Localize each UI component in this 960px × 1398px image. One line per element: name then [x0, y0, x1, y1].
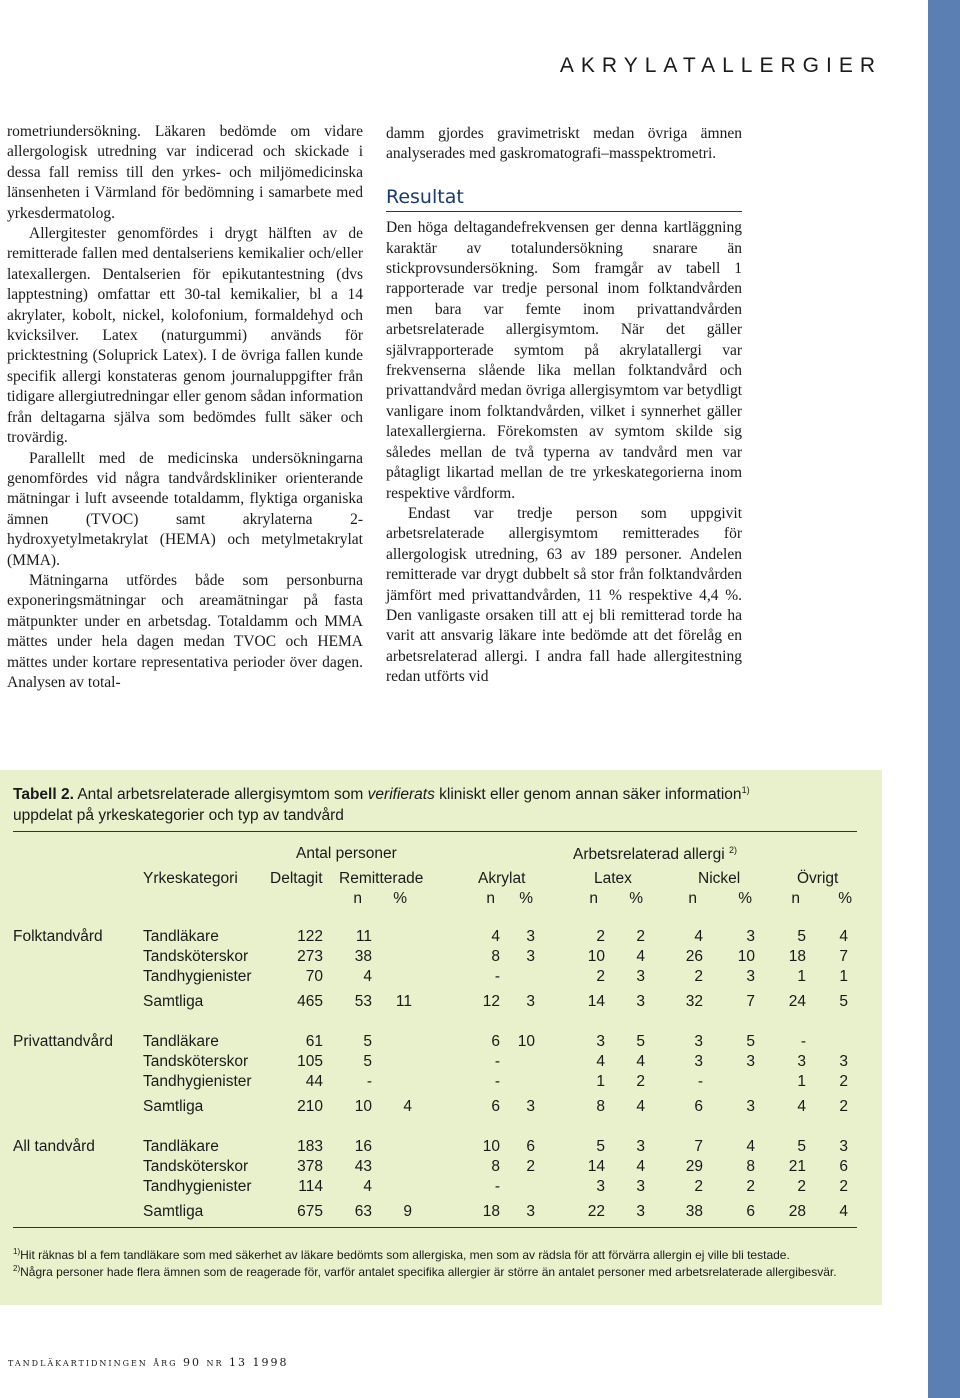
row-category: Tandsköterskor — [143, 1053, 249, 1070]
table-cell: 43 — [354, 1158, 372, 1175]
table-bottom-rule — [13, 1227, 857, 1228]
right-column — [386, 124, 742, 688]
table-cell: 44 — [305, 1073, 323, 1090]
caption-footnote-mark: 1) — [741, 785, 750, 795]
table-cell: 32 — [685, 993, 703, 1010]
table-cell: 61 — [305, 1033, 323, 1050]
footnote-text: Några personer hade flera ämnen som de reagerade för, varför antalet specifika allergier är större än antalet personer med arbetsrelaterade allergibesvär. — [20, 1265, 837, 1279]
subheader-cell: n — [791, 890, 800, 907]
table-cell: 2 — [694, 1178, 703, 1195]
table-cell: 4 — [746, 1138, 755, 1155]
table-cell: 2 — [596, 928, 605, 945]
table-cell: 5 — [797, 1138, 806, 1155]
table-cell: 3 — [526, 948, 535, 965]
table-cell: 2 — [839, 1073, 848, 1090]
row-category: Samtliga — [143, 1203, 204, 1220]
table-cell: 3 — [526, 1098, 535, 1115]
table-cell: 3 — [526, 1203, 535, 1220]
table-cell: 6 — [839, 1158, 848, 1175]
header-remitterade: Remitterade — [339, 870, 424, 887]
table-cell: 53 — [354, 993, 372, 1010]
running-header: AKRYLATALLERGIER — [559, 54, 882, 77]
header-yrkeskategori: Yrkeskategori — [143, 870, 238, 887]
caption-text: kliniskt eller genom annan säker information — [434, 786, 742, 804]
subheader-cell: % — [519, 890, 533, 907]
table-cell: 8 — [491, 948, 500, 965]
table-cell: 2 — [797, 1178, 806, 1195]
table-cell: 4 — [363, 968, 372, 985]
table-cell: 26 — [685, 948, 703, 965]
table-cell: 4 — [596, 1053, 605, 1070]
table-cell: 10 — [354, 1098, 372, 1115]
table-cell: - — [697, 1073, 703, 1090]
section-label: All tandvård — [13, 1138, 95, 1155]
table-cell: 10 — [587, 948, 605, 965]
subheader-cell: % — [393, 890, 407, 907]
section-heading: Resultat — [386, 187, 742, 212]
header-text: Arbetsrelaterad allergi — [573, 846, 725, 864]
row-category: Tandläkare — [143, 928, 219, 945]
table-cell: 4 — [491, 928, 500, 945]
table-cell: 38 — [354, 948, 372, 965]
header-akrylat: Akrylat — [478, 870, 526, 887]
table-cell: 2 — [596, 968, 605, 985]
paragraph: Allergitester genomfördes i drygt hälften av de remitterade fallen med dentalseriens kemikalier och/eller latexallergen. Dentalserien för epikutantestning (dvs lapptestning) omfattar ett 30-tal kemikalier, bl a 14 akrylater, kobolt, nickel, kolofonium, formaldehyd och kvicksilver. Latex (naturgummi) används för pricktestning (Soluprick Latex). I de övriga fallen kunde specifik allergi konstateras genom journaluppgifter från tidigare allergiutredningar eller genom sådan information från deltagarna själva som bedömdes fullt säker och trovärdig. — [7, 225, 363, 447]
paragraph: Den höga deltagandefrekvensen ger denna kartläggning karaktär av totalundersökning snarare än stickprovsundersökning. Som framgår av tabell 1 rapporterade var tredje personal inom folktandvården men bara var femte inom privattandvården arbetsrelaterade allergisymtom. När det gäller självrapporterade symtom på akrylatallergi var frekvenserna slående lika mellan folktandvård och privattandvård medan övriga allergisymtom var betydligt vanligare inom folktandvården, vilket i synnerhet gäller latexallergierna. Förekomsten av symtom skilde sig således mellan de två typerna av tandvård men var påtagligt likartad mellan de tre yrkeskategorierna inom respektive vårdform. — [386, 219, 742, 502]
section-label: Folktandvård — [13, 928, 103, 945]
row-category: Samtliga — [143, 993, 204, 1010]
table-cell: - — [366, 1073, 372, 1090]
table-cell: 24 — [788, 993, 806, 1010]
table-cell: 6 — [491, 1098, 500, 1115]
table-cell: 3 — [746, 1098, 755, 1115]
table-cell: 7 — [839, 948, 848, 965]
table-cell: 5 — [596, 1138, 605, 1155]
row-category: Tandläkare — [143, 1033, 219, 1050]
table-cell: 3 — [636, 1178, 645, 1195]
table-cell: 4 — [403, 1098, 412, 1115]
table-cell: 10 — [482, 1138, 500, 1155]
table-cell: 4 — [694, 928, 703, 945]
row-category: Tandhygienister — [143, 1073, 252, 1090]
table-cell: 4 — [797, 1098, 806, 1115]
table-cell: 3 — [694, 1033, 703, 1050]
subheader-cell: n — [688, 890, 697, 907]
subheader-cell: % — [629, 890, 643, 907]
table-cell: 2 — [839, 1098, 848, 1115]
footnote-text: Hit räknas bl a fem tandläkare som med säkerhet av läkare bedömts som allergiska, men som av rädsla för att förvärra allergin ej ville bli testade. — [20, 1248, 790, 1262]
table-cell: 3 — [636, 993, 645, 1010]
table-cell: 122 — [297, 928, 323, 945]
header-footnote-mark: 2) — [728, 845, 737, 855]
table-cell: 273 — [297, 948, 323, 965]
table-cell: 14 — [587, 993, 605, 1010]
table-cell: 114 — [298, 1178, 323, 1195]
header-latex: Latex — [594, 870, 632, 887]
caption-text: uppdelat på yrkeskategorier och typ av tandvård — [13, 807, 344, 825]
table-cell: 4 — [636, 1158, 645, 1175]
table-cell: 5 — [797, 928, 806, 945]
table-cell: 29 — [685, 1158, 703, 1175]
table-cell: 7 — [694, 1138, 703, 1155]
table-cell: 3 — [797, 1053, 806, 1070]
paragraph: damm gjordes gravimetriskt medan övriga ämnen analyserades med gaskromatografi–masspektrometri. — [386, 125, 742, 163]
table-cell: 16 — [354, 1138, 372, 1155]
table-cell: - — [494, 1178, 500, 1195]
table-cell: 3 — [526, 993, 535, 1010]
table-cell: 1 — [839, 968, 848, 985]
page-footer: tandläkartidningen årg 90 nr 13 1998 — [8, 1356, 289, 1369]
table-cell: 4 — [636, 1098, 645, 1115]
subheader-cell: n — [589, 890, 598, 907]
table-cell: 9 — [403, 1203, 412, 1220]
caption-emphasis: verifierats — [367, 786, 435, 804]
row-category: Samtliga — [143, 1098, 204, 1115]
table-cell: 5 — [363, 1033, 372, 1050]
table-cell: 6 — [526, 1138, 535, 1155]
row-category: Tandhygienister — [143, 1178, 252, 1195]
table-cell: 6 — [746, 1203, 755, 1220]
paragraph: rometriundersökning. Läkaren bedömde om vidare allergologisk utredning var indicerad och skickade i dessa fall remiss till den yrkes- och miljömedicinska länsenheten i Värmland för bedömning i samarbete med yrkesdermatolog. — [7, 123, 363, 222]
table-cell: 210 — [297, 1098, 323, 1115]
table-cell: 5 — [746, 1033, 755, 1050]
footnote-mark: 1) — [13, 1247, 21, 1256]
table-cell: 7 — [746, 993, 755, 1010]
table-cell: 3 — [694, 1053, 703, 1070]
table-cell: 3 — [839, 1053, 848, 1070]
table-cell: 5 — [363, 1053, 372, 1070]
table-cell: 63 — [354, 1203, 372, 1220]
header-arbetsrelaterad-allergi — [573, 845, 737, 864]
table-cell: - — [494, 968, 500, 985]
table-caption — [13, 780, 843, 826]
row-category: Tandläkare — [143, 1138, 219, 1155]
side-color-bar — [928, 0, 960, 1398]
table-cell: - — [494, 1053, 500, 1070]
table-cell: 2 — [694, 968, 703, 985]
table-box — [0, 770, 882, 1305]
table-cell: 2 — [526, 1158, 535, 1175]
table-cell: 8 — [491, 1158, 500, 1175]
table-cell: 3 — [839, 1138, 848, 1155]
subheader-cell: n — [486, 890, 495, 907]
table-cell: 10 — [737, 948, 755, 965]
subheader-cell: n — [353, 890, 362, 907]
table-cell: 4 — [636, 948, 645, 965]
table-cell: 3 — [746, 928, 755, 945]
header-nickel: Nickel — [698, 870, 741, 887]
header-deltagit: Deltagit — [270, 870, 323, 887]
row-category: Tandhygienister — [143, 968, 252, 985]
table-cell: 10 — [517, 1033, 535, 1050]
table-cell: 8 — [596, 1098, 605, 1115]
table-cell: 12 — [482, 993, 500, 1010]
table-cell: 1 — [596, 1073, 605, 1090]
table-cell: 105 — [297, 1053, 323, 1070]
table-cell: 11 — [355, 928, 372, 945]
caption-text: Antal arbetsrelaterade allergisymtom som — [73, 786, 368, 804]
table-cell: 4 — [363, 1178, 372, 1195]
table-cell: 465 — [297, 993, 323, 1010]
paragraph: Parallellt med de medicinska undersökningarna genomfördes vid några tandvårdskliniker orienterande mätningar i luft avseende totaldamm, flyktiga organiska ämnen (TVOC) samt akrylaterna 2-hydroxyetylmetakrylat (HEMA) och metylmetakrylat (MMA). — [7, 449, 363, 569]
row-category: Tandsköterskor — [143, 948, 249, 965]
table-cell: 4 — [839, 928, 848, 945]
footnote-2 — [13, 1260, 868, 1281]
table-cell: 378 — [297, 1158, 323, 1175]
table-cell: 2 — [746, 1178, 755, 1195]
section-label: Privattandvård — [13, 1033, 113, 1050]
table-cell: 21 — [788, 1158, 806, 1175]
table-cell: 6 — [491, 1033, 500, 1050]
table-cell: 18 — [788, 948, 806, 965]
table-cell: 4 — [636, 1053, 645, 1070]
table-cell: 4 — [839, 1203, 848, 1220]
table-cell: 3 — [746, 968, 755, 985]
table-cell: 1 — [797, 968, 806, 985]
left-column — [7, 122, 363, 693]
footnote-mark: 2) — [13, 1264, 21, 1273]
table-cell: 5 — [839, 993, 848, 1010]
table-cell: 1 — [797, 1073, 806, 1090]
paragraph: Endast var tredje person som uppgivit arbetsrelaterade allergisymtom remitterades för allergologisk utredning, 63 av 189 personer. Andelen remitterade var drygt dubbelt så stor från folktandvården jämfört med privattandvården, 11 % respektive 4,4 %. Den vanligaste orsaken till att ej bli remitterad torde ha varit att ansvarig läkare inte bedömde att det förelåg en arbetsrelaterad allergi. I andra fall hade allergitestning redan utförts vid — [386, 504, 742, 686]
header-antal-personer: Antal personer — [296, 845, 397, 862]
table-cell: 14 — [587, 1158, 605, 1175]
table-top-rule — [13, 831, 857, 832]
table-cell: 8 — [746, 1158, 755, 1175]
row-category: Tandsköterskor — [143, 1158, 249, 1175]
table-cell: 2 — [636, 1073, 645, 1090]
table-cell: 675 — [297, 1203, 323, 1220]
table-cell: 6 — [694, 1098, 703, 1115]
table-cell: 38 — [685, 1203, 703, 1220]
table-cell: 3 — [526, 928, 535, 945]
table-cell: 3 — [636, 968, 645, 985]
table-cell: 2 — [636, 928, 645, 945]
table-label: Tabell 2. — [13, 786, 74, 804]
table-cell: 2 — [839, 1178, 848, 1195]
subheader-cell: % — [838, 890, 852, 907]
table-cell: 28 — [788, 1203, 806, 1220]
table-cell: 70 — [305, 968, 323, 985]
table-cell: 3 — [636, 1203, 645, 1220]
table-cell: - — [800, 1033, 806, 1050]
header-ovrigt: Övrigt — [797, 870, 839, 887]
table-cell: 3 — [596, 1033, 605, 1050]
subheader-cell: % — [738, 890, 752, 907]
table-cell: 18 — [482, 1203, 500, 1220]
table-cell: 11 — [395, 993, 412, 1010]
table-cell: 183 — [297, 1138, 323, 1155]
table-cell: 3 — [636, 1138, 645, 1155]
table-cell: - — [494, 1073, 500, 1090]
table-cell: 3 — [596, 1178, 605, 1195]
table-cell: 22 — [587, 1203, 605, 1220]
table-cell: 5 — [636, 1033, 645, 1050]
table-cell: 3 — [746, 1053, 755, 1070]
paragraph: Mätningarna utfördes både som personburna exponeringsmätningar och areamätningar på fasta mätpunkter under en arbetsdag. Totaldamm och MMA mättes under hela dagen medan TVOC och HEMA mättes under kortare representativa perioder över dagen. Analysen av total- — [7, 571, 363, 691]
